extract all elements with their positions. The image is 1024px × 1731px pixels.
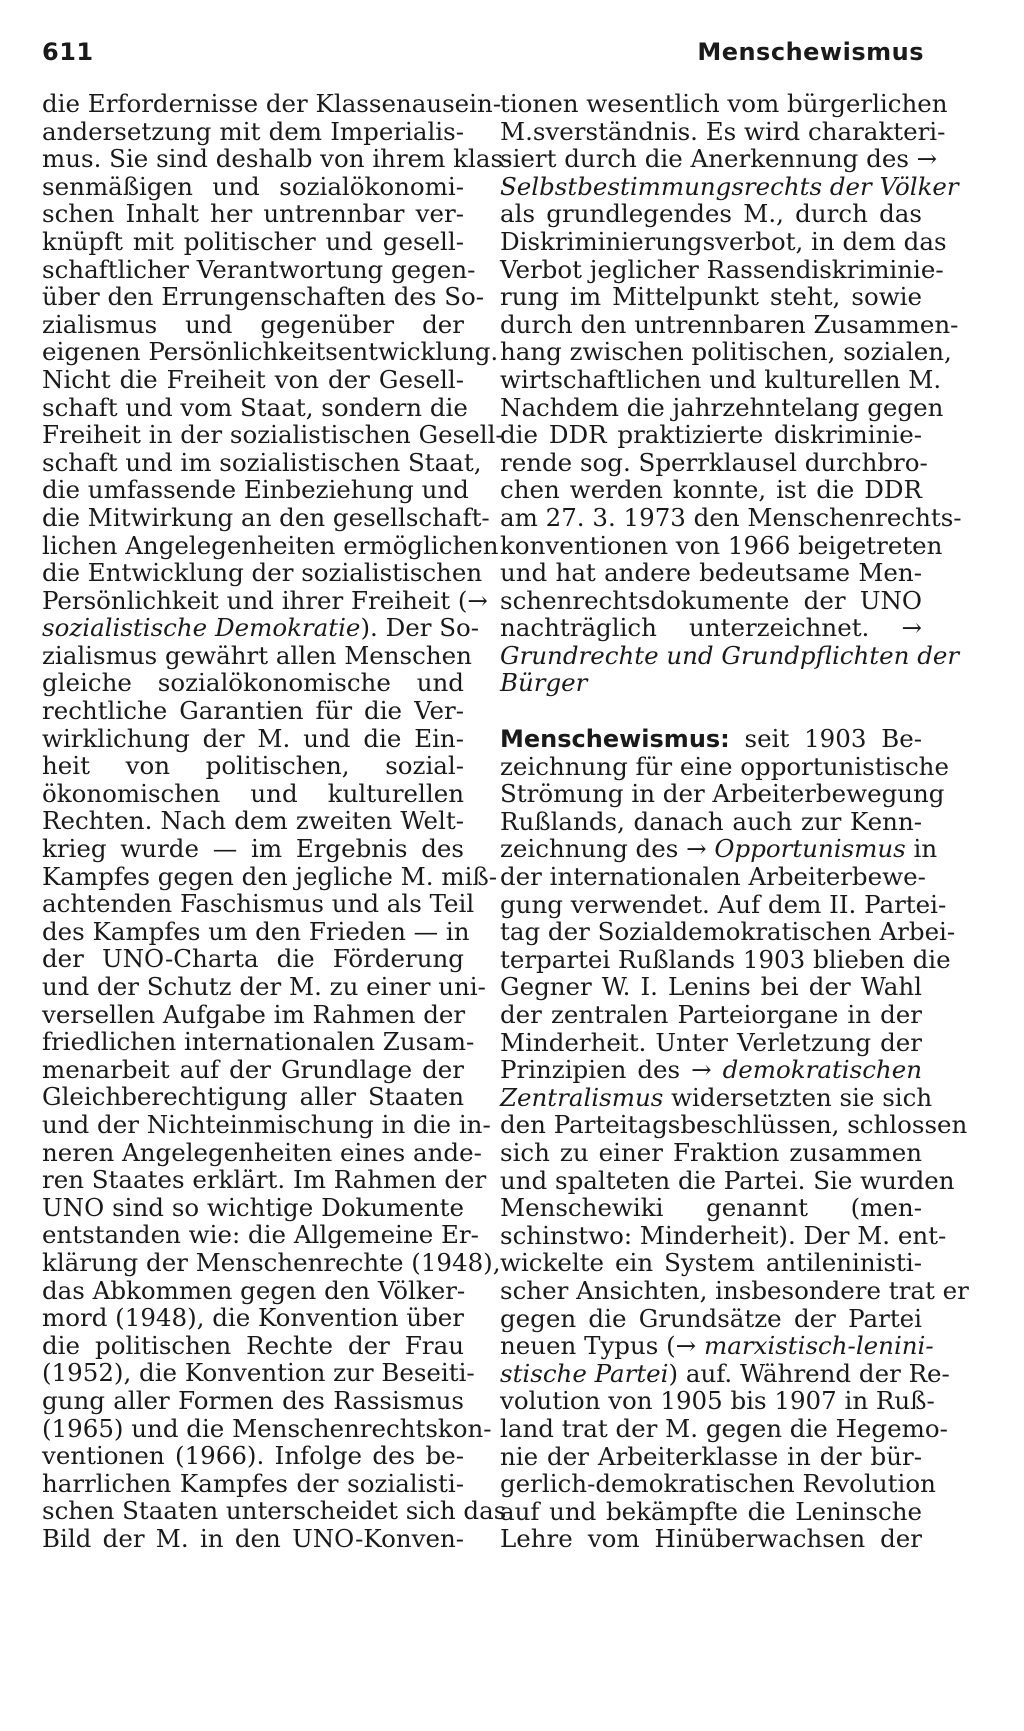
text-line: achtenden Faschismus und als Teil	[42, 889, 475, 919]
right-column	[500, 89, 969, 1554]
text-line: heit von politischen, sozial-	[42, 751, 464, 781]
text-line: terpartei Rußlands 1903 blieben die	[500, 944, 951, 974]
text-line: rung im Mittelpunkt steht, sowie	[500, 282, 922, 312]
text-fragment: zeichnung des →	[500, 834, 715, 864]
left-column	[42, 89, 512, 1553]
text-line: wirtschaftlichen und kulturellen M.	[500, 364, 942, 394]
text-line: gung verwendet. Auf dem II. Partei-	[500, 889, 947, 919]
text-line: des Kampfes um den Frieden — in	[42, 916, 470, 946]
text-line: (1965) und die Menschenrechtskon-	[42, 1413, 492, 1443]
text-line: zialismus und gegenüber der	[42, 309, 464, 339]
text-line: den Parteitagsbeschlüssen, schlossen	[500, 1110, 968, 1140]
text-line: Gleichberechtigung aller Staaten	[42, 1082, 464, 1112]
cross-reference: Bürger	[500, 668, 588, 698]
text-line: schaft und im sozialistischen Staat,	[42, 447, 482, 477]
text-line: friedlichen internationalen Zusam-	[42, 1027, 475, 1057]
text-line: schenrechtsdokumente der UNO	[500, 585, 922, 615]
text-line: Bild der M. in den UNO-Konven-	[42, 1523, 464, 1553]
text-line: das Abkommen gegen den Völker-	[42, 1275, 466, 1305]
text-line: land trat der M. gegen die Hegemo-	[500, 1413, 948, 1443]
text-line: ventionen (1966). Infolge des be-	[42, 1441, 464, 1471]
text-line: Minderheit. Unter Verletzung der	[500, 1027, 922, 1057]
text-line: wirklichung der M. und die Ein-	[42, 723, 464, 753]
text-line: Rechten. Nach dem zweiten Welt-	[42, 806, 464, 836]
text-line: klärung der Menschenrechte (1948),	[42, 1247, 501, 1277]
text-line: nie der Arbeiterklasse in der bür-	[500, 1441, 922, 1471]
text-line: M.sverständnis. Es wird charakteri-	[500, 116, 946, 146]
text-line: Diskriminierungsverbot, in dem das	[500, 226, 947, 256]
text-line: UNO sind so wichtige Dokumente	[42, 1192, 464, 1222]
entry-gap	[500, 697, 922, 725]
text-line: andersetzung mit dem Imperialis-	[42, 116, 464, 146]
cross-reference: Selbstbestimmungsrechts der Völker	[500, 171, 959, 201]
text-line: krieg wurde — im Ergebnis des	[42, 834, 464, 864]
text-line: schinstwo: Minderheit). Der M. ent-	[500, 1220, 947, 1250]
text-line: ökonomischen und kulturellen	[42, 778, 464, 808]
text-line: sich zu einer Fraktion zusammen	[500, 1137, 922, 1167]
text-line: gerlich-demokratischen Revolution	[500, 1469, 936, 1499]
text-fragment: ) auf. Während der Re-	[668, 1358, 950, 1388]
text-line: die Erfordernisse der Klassenausein-	[42, 89, 502, 118]
text-line: Verbot jeglicher Rassendiskriminie-	[500, 254, 944, 284]
text-line: tionen wesentlich vom bürgerlichen	[500, 89, 948, 118]
text-line: scher Ansichten, insbesondere trat er	[500, 1275, 969, 1305]
text-line: und der Schutz der M. zu einer uni-	[42, 972, 486, 1001]
text-line: schaft und vom Staat, sondern die	[42, 392, 468, 422]
text-fragment: widersetzten sie sich	[663, 1082, 933, 1112]
text-line-ref	[500, 1082, 933, 1112]
text-line-ref	[500, 1056, 922, 1084]
text-line: gung aller Formen des Rassismus	[42, 1385, 464, 1415]
text-line: neren Angelegenheiten eines ande-	[42, 1137, 482, 1167]
page-number: 611	[42, 38, 94, 66]
text-line: mus. Sie sind deshalb von ihrem klas-	[42, 144, 512, 174]
text-line: menarbeit auf der Grundlage der	[42, 1054, 464, 1084]
entry-first-line	[500, 725, 922, 753]
text-line: Menschewiki genannt (men-	[500, 1193, 922, 1223]
text-line: knüpft mit politischer und gesell-	[42, 226, 464, 256]
cross-reference: stische Partei	[500, 1358, 669, 1388]
text-line: nachträglich unterzeichnet. →	[500, 613, 922, 643]
text-line: der UNO-Charta die Förderung	[42, 944, 464, 974]
cross-reference: Zentralismus	[500, 1082, 664, 1112]
text-line: und der Nichteinmischung in die in-	[42, 1109, 491, 1139]
text-line-italic-ref	[42, 613, 480, 643]
text-fragment: ). Der So-	[360, 613, 480, 643]
text-line: rechtliche Garantien für die Ver-	[42, 696, 464, 726]
text-fragment: in	[905, 834, 938, 864]
text-line: durch den untrennbaren Zusammen-	[500, 309, 959, 339]
text-line: schen Inhalt her untrennbar ver-	[42, 199, 464, 229]
text-line: schaftlicher Verantwortung gegen-	[42, 254, 476, 284]
text-line: Gegner W. I. Lenins bei der Wahl	[500, 972, 922, 1002]
text-line: die Mitwirkung an den gesellschaft-	[42, 502, 490, 532]
text-line: chen werden konnte, ist die DDR	[500, 475, 922, 505]
text-line: versellen Aufgabe im Rahmen der	[42, 999, 466, 1029]
text-line-ref	[500, 1331, 934, 1361]
text-line: als grundlegendes M., durch das	[500, 199, 922, 229]
text-line: und spalteten die Partei. Sie wurden	[500, 1165, 955, 1195]
text-line: Strömung in der Arbeiterbewegung	[500, 779, 945, 809]
text-line: (1952), die Konvention zur Beseiti-	[42, 1358, 475, 1388]
text-line: der internationalen Arbeiterbewe-	[500, 862, 926, 892]
text-line: Rußlands, danach auch zur Kenn-	[500, 806, 922, 836]
text-line: die Entwicklung der sozialistischen	[42, 558, 483, 588]
cross-reference: marxistisch-lenini-	[704, 1331, 934, 1361]
text-line: lichen Angelegenheiten ermöglichen	[42, 530, 499, 560]
text-line: die DDR praktizierte diskriminie-	[500, 420, 922, 450]
text-line-ref	[500, 1358, 950, 1388]
text-line: Kampfes gegen den jegliche M. miß-	[42, 861, 498, 891]
text-line: Nicht die Freiheit von der Gesell-	[42, 364, 464, 394]
cross-reference: Opportunismus	[714, 834, 906, 864]
text-line: gegen die Grundsätze der Partei	[500, 1303, 922, 1333]
page-header	[42, 38, 924, 78]
entry-headword: Menschewismus:	[500, 725, 730, 754]
text-line: ren Staates erklärt. Im Rahmen der	[42, 1165, 487, 1195]
text-line: eigenen Persönlichkeitsentwicklung.	[42, 337, 499, 367]
text-line: am 27. 3. 1973 den Menschenrechts-	[500, 502, 962, 532]
text-line: und hat andere bedeutsame Men-	[500, 558, 922, 588]
text-line: rende sog. Sperrklausel durchbro-	[500, 447, 928, 477]
text-line: auf und bekämpfte die Leninsche	[500, 1496, 922, 1526]
text-line: tag der Sozialdemokratischen Arbei-	[500, 917, 956, 947]
cross-reference: Grundrechte und Grundpflichten der	[500, 640, 960, 670]
text-line: harrlichen Kampfes der sozialisti-	[42, 1468, 464, 1498]
text-line: Freiheit in der sozialistischen Gesell-	[42, 420, 504, 450]
text-line: die umfassende Einbeziehung und	[42, 475, 469, 505]
running-head: Menschewismus	[697, 38, 924, 66]
text-line: entstanden wie: die Allgemeine Er-	[42, 1220, 479, 1250]
text-line: senmäßigen und sozialökonomi-	[42, 171, 464, 201]
text-line: siert durch die Anerkennung des →	[500, 144, 938, 174]
text-fragment: seit 1903 Be-	[729, 724, 922, 754]
cross-reference: demokratischen	[722, 1055, 922, 1085]
text-line: über den Errungenschaften des So-	[42, 282, 485, 312]
text-line-ref	[500, 834, 938, 864]
text-line: zeichnung für eine opportunistische	[500, 751, 949, 781]
text-line: zialismus gewährt allen Menschen	[42, 640, 472, 670]
text-line: die politischen Rechte der Frau	[42, 1330, 464, 1360]
text-line: wickelte ein System antileninisti-	[500, 1248, 922, 1278]
text-fragment: neuen Typus (→	[500, 1331, 705, 1361]
text-fragment: Prinzipien des →	[500, 1055, 723, 1085]
text-line: Lehre vom Hinüberwachsen der	[500, 1524, 922, 1554]
text-line: volution von 1905 bis 1907 in Ruß-	[500, 1386, 935, 1416]
text-line: hang zwischen politischen, sozialen,	[500, 337, 952, 367]
text-line: gleiche sozialökonomische und	[42, 668, 464, 698]
text-line: Nachdem die jahrzehntelang gegen	[500, 392, 944, 422]
text-line: konventionen von 1966 beigetreten	[500, 530, 943, 560]
text-line: mord (1948), die Konvention über	[42, 1303, 464, 1333]
cross-reference: sozialistische Demokratie	[42, 613, 361, 643]
text-line: Persönlichkeit und ihrer Freiheit (→	[42, 585, 488, 615]
text-line: der zentralen Parteiorgane in der	[500, 1000, 922, 1029]
text-line: schen Staaten unterscheidet sich das	[42, 1496, 507, 1526]
